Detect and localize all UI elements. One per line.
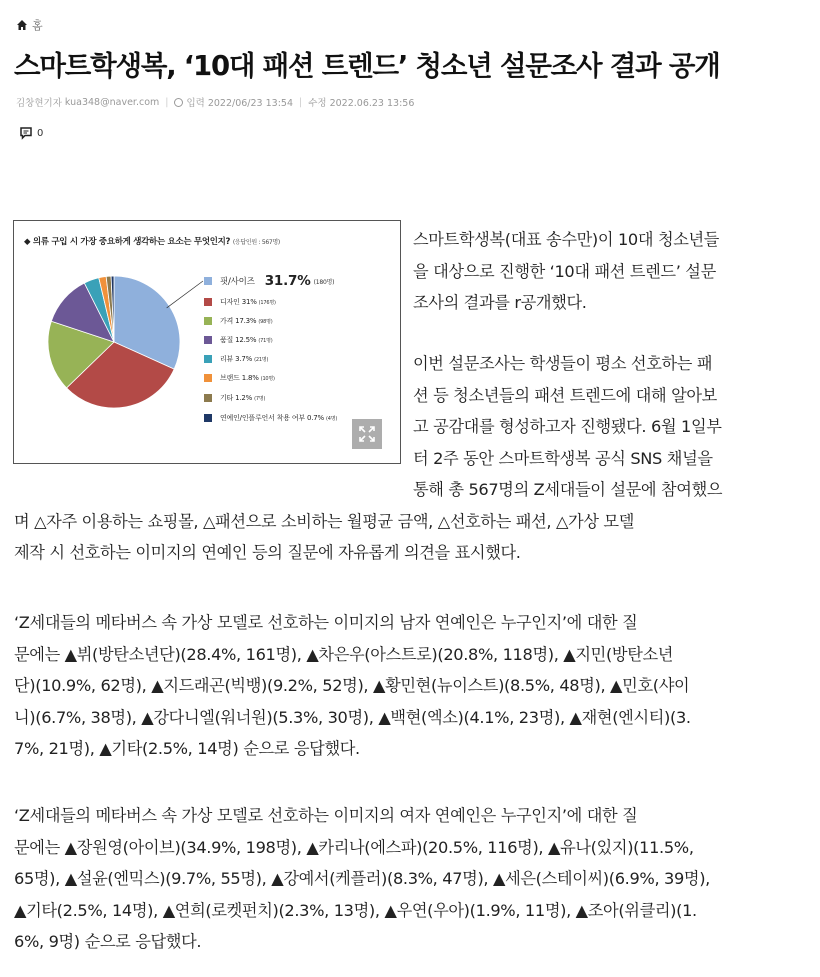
leader-line xyxy=(167,281,203,308)
paragraph-line: 단)(10.9%, 62명), ▲지드래곤(빅뱅)(9.2%, 52명), ▲황민현(뉴이스트)(8.5%, 48명), ▲민호(샤이 xyxy=(14,676,690,695)
paragraph-line: 터 2주 동안 스마트학생복 공식 SNS 채널을 xyxy=(413,448,713,468)
legend-item xyxy=(204,316,273,326)
legend-label: 브랜드 xyxy=(220,374,240,382)
paragraph-line: 제작 시 선호하는 이미지의 연예인 등의 질문에 자유롭게 의견을 표시했다. xyxy=(14,543,521,562)
legend-percent: 0.7% xyxy=(304,414,324,422)
legend-count: (71명) xyxy=(258,337,273,344)
paragraph-line: 고 공감대를 형성하고자 진행됐다. 6월 1일부 xyxy=(413,417,722,436)
legend-label: 연예인/인플루언서 착용 여부 xyxy=(220,414,305,422)
article-title: 스마트학생복, ‘10대 패션 트렌드’ 청소년 설문조사 결과 공개 xyxy=(14,50,720,82)
legend-swatch xyxy=(204,317,212,325)
comment-count-button[interactable] xyxy=(19,126,43,140)
comment-count: 0 xyxy=(37,127,44,139)
legend-swatch xyxy=(204,336,212,344)
paragraph-line: 6%, 9명) 순으로 응답했다. xyxy=(14,932,202,951)
published-date: 입력 2022/06/23 13:54 xyxy=(186,98,293,109)
paragraph-line: 니)(6.7%, 38명), ▲강다니엘(워너원)(5.3%, 30명), ▲백현(엑소)(4.1%, 23명), ▲재현(엔시티)(3. xyxy=(14,707,691,727)
paragraph-line: 며 △자주 이용하는 쇼핑몰, △패션으로 소비하는 월평균 금액, △선호하는 패션, △가상 모델 xyxy=(14,511,635,531)
legend-percent: 12.5% xyxy=(233,336,257,344)
legend-label: 품질 xyxy=(220,336,234,344)
legend-swatch xyxy=(204,277,212,285)
paragraph-line: 7%, 21명), ▲기타(2.5%, 14명) 순으로 응답했다. xyxy=(14,739,360,758)
legend-count: (7명) xyxy=(254,395,266,402)
legend-percent: 31.7% xyxy=(264,273,311,289)
paragraph-line: 65명), ▲설윤(엔믹스)(9.7%, 55명), ▲강예서(케플러)(8.3%, 47명), ▲세은(스테이씨)(6.9%, 39명), xyxy=(14,869,710,888)
legend-percent: 31% xyxy=(239,298,257,306)
legend-percent: 1.8% xyxy=(239,374,259,382)
paragraph-line: 통해 총 567명의 Z세대들이 설문에 참여했으 xyxy=(413,480,723,499)
updated-date: 수정 2022.06.23 13:56 xyxy=(308,98,415,109)
paragraph-survey-overview xyxy=(14,348,814,569)
figure-title-text: ◆ 의류 구입 시 가장 중요하게 생각하는 요소는 무엇인지? xyxy=(24,237,231,247)
legend-label: 리뷰 xyxy=(220,355,234,363)
paragraph-line: 문에는 ▲뷔(방탄소년단)(28.4%, 161명), ▲차은우(아스트로)(20.8%, 118명), ▲지민(방탄소년 xyxy=(14,644,674,664)
paragraph-line: ▲기타(2.5%, 14명), ▲연희(로켓펀치)(2.3%, 13명), ▲우연(우아)(1.9%, 11명), ▲조아(위클리)(1. xyxy=(14,900,697,920)
legend-count: (180명) xyxy=(313,278,335,286)
legend-percent: 3.7% xyxy=(233,355,253,363)
breadcrumb-home-label[interactable]: 홈 xyxy=(32,19,43,32)
meta-separator: | xyxy=(299,96,303,108)
legend-percent: 17.3% xyxy=(233,317,257,325)
paragraph-line: 문에는 ▲장원영(아이브)(34.9%, 198명), ▲카리나(에스파)(20.5%, 116명), ▲유나(있지)(11.5%, xyxy=(14,837,694,857)
figure-respondents: (응답인원 : 567명) xyxy=(232,239,280,246)
meta-separator: | xyxy=(165,96,169,108)
author-email[interactable]: kua348@naver.com xyxy=(64,96,160,108)
legend-count: (10명) xyxy=(260,375,275,382)
legend-count: (98명) xyxy=(258,318,273,325)
paragraph-female-celebrities xyxy=(14,800,814,958)
legend-item xyxy=(204,273,334,289)
legend-item xyxy=(204,335,273,345)
author-name[interactable]: 김창현기자 xyxy=(16,98,62,109)
paragraph-line: 이번 설문조사는 학생들이 평소 선호하는 패 xyxy=(413,354,713,373)
legend-label: 디자인 xyxy=(220,298,240,306)
paragraph-male-celebrities xyxy=(14,607,814,765)
paragraph-intro xyxy=(413,224,808,319)
paragraph-line: 을 대상으로 진행한 ‘10대 패션 트렌드’ 설문 xyxy=(413,261,716,281)
home-icon xyxy=(16,19,28,31)
legend-label: 핏/사이즈 xyxy=(220,277,255,287)
legend-item xyxy=(204,297,276,307)
paragraph-line: 스마트학생복(대표 송수만)이 10대 청소년들 xyxy=(413,230,720,249)
article-meta xyxy=(16,95,414,109)
legend-swatch xyxy=(204,298,212,306)
breadcrumb[interactable] xyxy=(16,17,43,33)
figure-title xyxy=(24,235,280,247)
paragraph-line: 션 등 청소년들의 패션 트렌드에 대해 알아보 xyxy=(413,385,717,405)
legend-label: 기타 xyxy=(220,394,234,402)
legend-count: (176명) xyxy=(258,299,276,306)
comment-icon xyxy=(19,126,33,140)
legend-count: (21명) xyxy=(254,356,269,363)
paragraph-line: 조사의 결과를 r공개했다. xyxy=(413,293,587,312)
legend-count: (4명) xyxy=(325,415,338,422)
legend-percent: 1.2% xyxy=(233,394,253,402)
legend-label: 가격 xyxy=(220,317,234,325)
clock-icon xyxy=(174,98,183,107)
paragraph-line: ‘Z세대들의 메타버스 속 가상 모델로 선호하는 이미지의 남자 연예인은 누구인지’에 대한 질 xyxy=(14,613,638,632)
paragraph-line: ‘Z세대들의 메타버스 속 가상 모델로 선호하는 이미지의 여자 연예인은 누구인지’에 대한 질 xyxy=(14,806,638,825)
